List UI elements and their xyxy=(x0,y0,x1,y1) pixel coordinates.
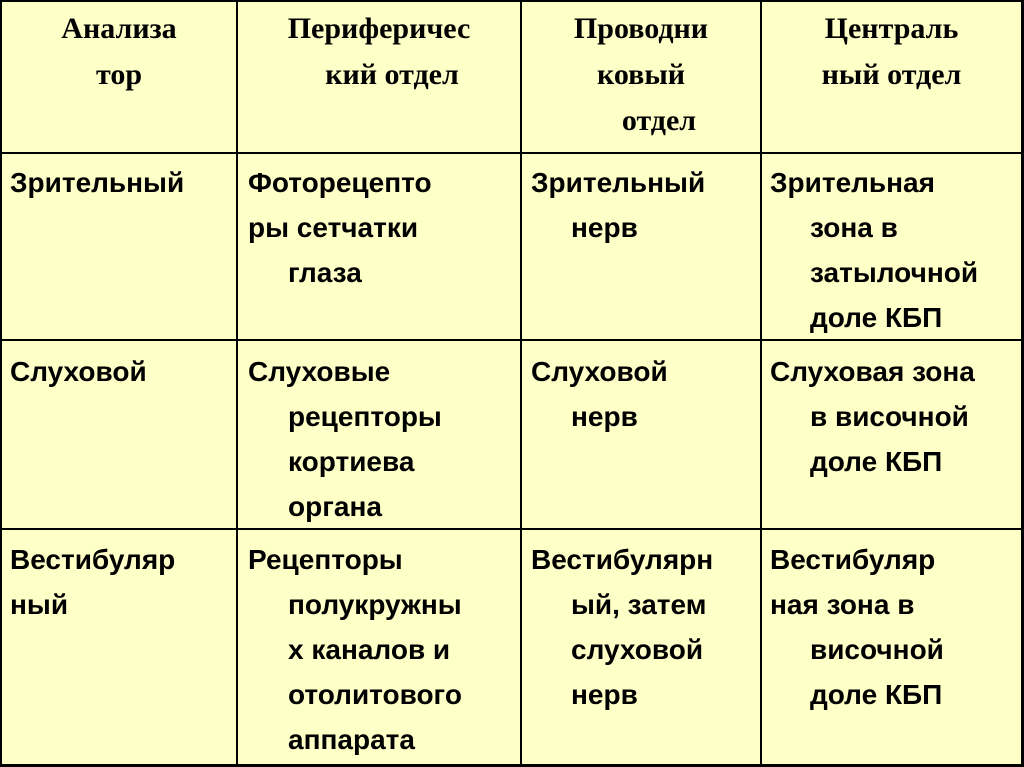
row-visual-peripheral xyxy=(248,160,432,295)
cell-text: Слуховой xyxy=(10,356,147,387)
row-vestibular-conductive xyxy=(531,537,713,717)
header-text: ный отдел xyxy=(821,58,962,91)
cell-text: Зрительная xyxy=(770,167,935,198)
cell-text: слуховой xyxy=(571,634,704,665)
header-text: Проводни xyxy=(573,12,709,45)
cell-text: ный xyxy=(10,589,69,620)
header-conductive xyxy=(522,6,760,144)
cell-text: ый, затем xyxy=(571,589,707,620)
header-text: Централь xyxy=(824,12,959,45)
cell-text: Слуховая зона xyxy=(770,356,975,387)
header-central xyxy=(762,6,1021,98)
header-text: кий отдел xyxy=(325,58,459,91)
row-visual-analyzer xyxy=(10,160,184,205)
cell-text: ры сетчатки xyxy=(248,212,419,243)
row-vestibular-peripheral xyxy=(248,537,462,762)
cell-text: глаза xyxy=(288,257,362,288)
header-text: тор xyxy=(95,58,143,91)
cell-text: органа xyxy=(288,491,382,522)
header-peripheral xyxy=(238,6,520,98)
row-visual-conductive xyxy=(531,160,705,250)
cell-text: нерв xyxy=(571,679,638,710)
header-text: Анализа xyxy=(61,12,177,45)
cell-text: затылочной xyxy=(810,257,979,288)
cell-text: Слуховые xyxy=(248,356,391,387)
cell-text: полукружны xyxy=(288,589,462,620)
cell-text: Вестибулярн xyxy=(531,544,714,575)
header-analyzer xyxy=(2,6,236,98)
cell-text: аппарата xyxy=(288,724,415,755)
row-vestibular-central xyxy=(770,537,944,717)
cell-text: височной xyxy=(810,634,944,665)
cell-text: нерв xyxy=(571,401,638,432)
cell-text: доле КБП xyxy=(810,302,943,333)
cell-text: нерв xyxy=(571,212,638,243)
header-text: отдел xyxy=(621,104,697,137)
row-auditory-peripheral xyxy=(248,349,442,529)
cell-text: Зрительный xyxy=(531,167,706,198)
cell-text: Вестибуляр xyxy=(10,544,176,575)
cell-text: отолитового xyxy=(288,679,462,710)
row-auditory-central xyxy=(770,349,975,484)
row-auditory-analyzer xyxy=(10,349,147,394)
cell-text: рецепторы xyxy=(288,401,442,432)
row-vestibular-analyzer xyxy=(10,537,175,627)
cell-text: кортиева xyxy=(288,446,415,477)
cell-text: зона в xyxy=(810,212,898,243)
cell-text: х каналов и xyxy=(288,634,451,665)
cell-text: Зрительный xyxy=(10,167,185,198)
cell-text: Вестибуляр xyxy=(770,544,936,575)
cell-text: Слуховой xyxy=(531,356,668,387)
header-text: ковый xyxy=(596,58,686,91)
row-auditory-conductive xyxy=(531,349,668,439)
cell-text: Фоторецепто xyxy=(248,167,432,198)
cell-text: Рецепторы xyxy=(248,544,403,575)
cell-text: ная зона в xyxy=(770,589,915,620)
header-text: Периферичес xyxy=(287,12,471,45)
cell-text: доле КБП xyxy=(810,446,943,477)
row-visual-central xyxy=(770,160,978,340)
cell-text: в височной xyxy=(810,401,969,432)
cell-text: доле КБП xyxy=(810,679,943,710)
